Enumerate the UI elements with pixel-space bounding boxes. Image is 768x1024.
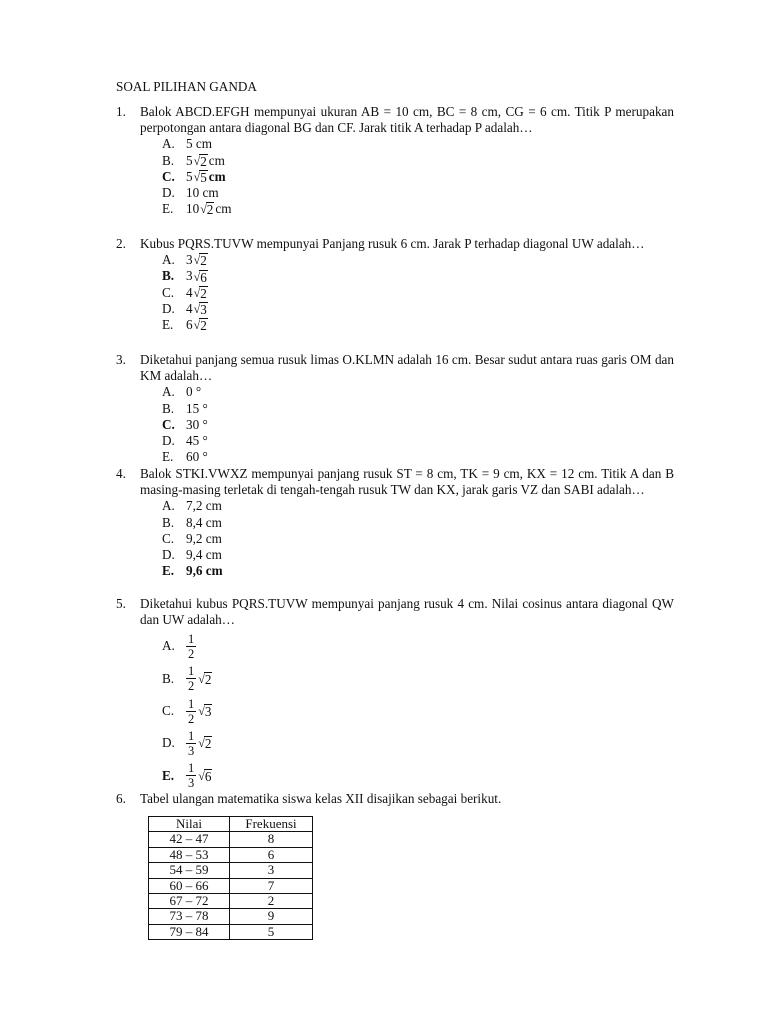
question-number: 3. <box>116 352 126 367</box>
cell-frekuensi: 7 <box>230 878 313 893</box>
table-row <box>149 909 313 924</box>
cell-nilai: 54 – 59 <box>149 863 230 878</box>
column-header-frekuensi: Frekuensi <box>230 817 313 832</box>
question-number: 4. <box>116 466 126 481</box>
option-b: B. $\frac{1}{2}$ √ 2 <box>162 664 212 694</box>
option-c: C. 9,2 cm <box>162 530 222 546</box>
cell-frekuensi: 3 <box>230 863 313 878</box>
question-number: 1. <box>116 104 126 119</box>
square-root: √ 2 <box>198 736 212 752</box>
square-root: √ 2 <box>193 253 207 269</box>
option-c: C. 30 ° <box>162 416 208 432</box>
option-list <box>162 384 674 465</box>
question-text: Balok ABCD.EFGH mempunyai ukuran AB = 10 cm, BC = 8 cm, CG = 6 cm. Titik P merupakan perpotongan antara diagonal BG dan CF. Jarak titik A terhadap P adalah… <box>140 104 674 136</box>
option-d: D. 9,4 cm <box>162 547 222 563</box>
column-header-nilai: Nilai <box>149 817 230 832</box>
cell-nilai: 42 – 47 <box>149 832 230 847</box>
fraction: $\frac{1}{2}$ <box>188 696 195 726</box>
question-1 <box>116 104 674 217</box>
option-list <box>162 136 674 217</box>
square-root: √ 2 <box>200 202 214 218</box>
square-root: √ 2 <box>193 285 207 301</box>
option-list <box>162 252 674 333</box>
option-a: A. $\frac{1}{2}$ <box>162 632 195 662</box>
table-row <box>149 847 313 862</box>
table-row <box>149 863 313 878</box>
question-4 <box>116 466 674 579</box>
question-text: Tabel ulangan matematika siswa kelas XII disajikan sebagai berikut. <box>140 791 502 806</box>
question-text: Kubus PQRS.TUVW mempunyai Panjang rusuk 6 cm. Jarak P terhadap diagonal UW adalah… <box>140 236 645 251</box>
cell-frekuensi: 8 <box>230 832 313 847</box>
question-number: 6. <box>116 791 126 806</box>
option-c: C. 5 √ 5 cm <box>162 168 226 185</box>
cell-frekuensi: 9 <box>230 909 313 924</box>
option-d: D. 45 ° <box>162 433 208 449</box>
option-list <box>162 498 674 579</box>
question-5 <box>116 596 674 792</box>
fraction: $\frac{1}{2}$ <box>188 632 195 662</box>
cell-frekuensi: 6 <box>230 847 313 862</box>
table-header-row <box>149 817 313 832</box>
option-a: A. 7,2 cm <box>162 498 222 514</box>
cell-nilai: 79 – 84 <box>149 924 230 939</box>
fraction: $\frac{1}{2}$ <box>188 664 195 694</box>
table-row <box>149 894 313 909</box>
cell-frekuensi: 2 <box>230 894 313 909</box>
option-c: C. $\frac{1}{2}$ √ 3 <box>162 696 212 726</box>
square-root: √ 3 <box>193 301 207 317</box>
option-e: E. $\frac{1}{3}$ √ 6 <box>162 761 212 791</box>
question-text: Diketahui kubus PQRS.TUVW mempunyai panjang rusuk 4 cm. Nilai cosinus antara diagonal QW dan UW adalah… <box>140 596 674 628</box>
question-2 <box>116 236 674 333</box>
option-b: B. 3 √ 6 <box>162 268 207 285</box>
option-a: A. 0 ° <box>162 384 202 400</box>
table-row <box>149 924 313 939</box>
cell-frekuensi: 5 <box>230 924 313 939</box>
option-b: B. 15 ° <box>162 400 208 416</box>
table-row <box>149 878 313 893</box>
cell-nilai: 67 – 72 <box>149 894 230 909</box>
option-d: D. 4 √ 3 <box>162 300 207 317</box>
question-number: 2. <box>116 236 126 251</box>
question-3 <box>116 352 674 465</box>
option-a: A. 5 cm <box>162 136 213 152</box>
question-text: Balok STKI.VWXZ mempunyai panjang rusuk ST = 8 cm, TK = 9 cm, KX = 12 cm. Titik A dan B masing-masing terletak di tengah-tengah rusuk TW dan KX, jarak garis VZ dan SABI adalah… <box>140 466 674 498</box>
option-d: D. $\frac{1}{3}$ √ 2 <box>162 728 212 758</box>
square-root: √ 2 <box>193 318 207 334</box>
cell-nilai: 60 – 66 <box>149 878 230 893</box>
cell-nilai: 48 – 53 <box>149 847 230 862</box>
cell-nilai: 73 – 78 <box>149 909 230 924</box>
frequency-table <box>148 816 313 940</box>
option-c: C. 4 √ 2 <box>162 284 207 301</box>
fraction: $\frac{1}{3}$ <box>188 728 195 758</box>
option-b: B. 5 √ 2 cm <box>162 152 225 169</box>
square-root: √ 6 <box>198 768 212 784</box>
question-text: Diketahui panjang semua rusuk limas O.KLMN adalah 16 cm. Besar sudut antara ruas garis OM dan KM adalah… <box>140 352 674 384</box>
square-root: √ 5 <box>193 169 207 185</box>
square-root: √ 3 <box>198 704 212 720</box>
square-root: √ 2 <box>193 153 207 169</box>
option-e: E. 60 ° <box>162 449 208 465</box>
square-root: √ 2 <box>198 671 212 687</box>
question-6 <box>116 791 674 807</box>
option-e: E. 9,6 cm <box>162 563 223 579</box>
question-number: 5. <box>116 596 126 611</box>
fraction: $\frac{1}{3}$ <box>188 761 195 791</box>
option-d: D. 10 cm <box>162 185 219 201</box>
option-e: E. 10 √ 2 cm <box>162 201 232 218</box>
option-e: E. 6 √ 2 <box>162 317 207 334</box>
option-a: A. 3 √ 2 <box>162 252 207 269</box>
option-list <box>162 630 674 791</box>
page-title: SOAL PILIHAN GANDA <box>116 79 257 94</box>
table-row <box>149 832 313 847</box>
option-b: B. 8,4 cm <box>162 514 222 530</box>
square-root: √ 6 <box>193 269 207 285</box>
